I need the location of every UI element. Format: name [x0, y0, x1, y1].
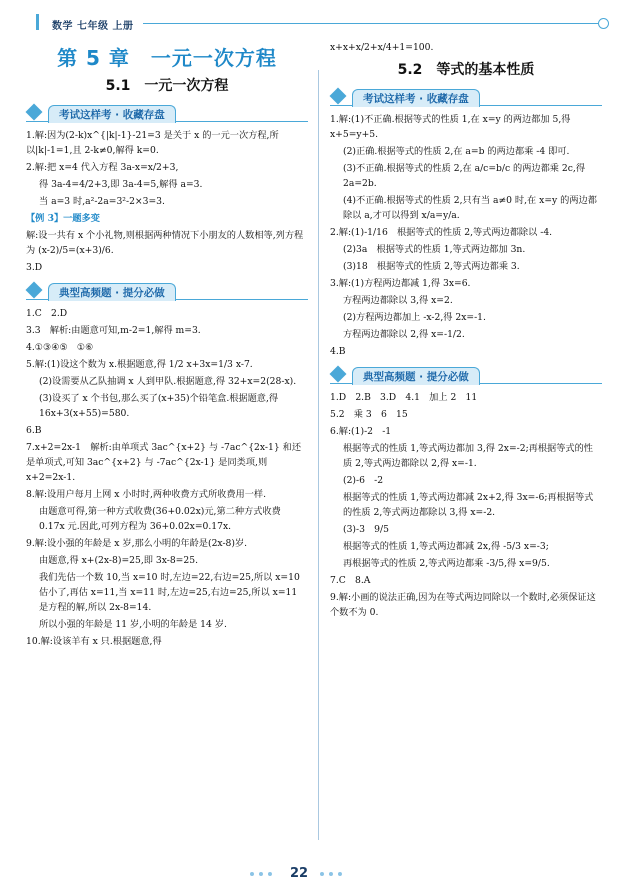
answer-line: 1.D 2.B 3.D 4.1 加上 2 11: [330, 392, 478, 403]
answer-line: (2)正确.根据等式的性质 2,在 a=b 的两边都乘 -4 即可.: [343, 146, 570, 157]
answer-line: (3)不正确.根据等式的性质 2,在 a/c=b/c 的两边都乘 2c,得 2a=2b.: [343, 163, 586, 189]
answer-line: (3)18 根据等式的性质 2,等式两边都乘 3.: [343, 261, 520, 272]
answer-line: 9.解:小画的说法正确,因为在等式两边同除以一个数时,必须保证这个数不为 0.: [330, 592, 596, 618]
section-title-5-2: 5.2 等式的基本性质: [397, 62, 535, 78]
answer-line: (2)-6 -2: [343, 475, 384, 486]
banner-typical-label: 典型高频题 · 提分必做: [352, 367, 480, 385]
answer-line: 1.C 2.D: [26, 308, 68, 319]
answer-line: 1.解:因为(2-k)x^{|k|-1}-21=3 是关于 x 的一元一次方程,所以|k|-1=1,且 2-k≠0,解得 k=0.: [26, 130, 279, 156]
answer-line: 根据等式的性质 1,等式两边都减 2x+2,得 3x=-6;再根据等式的性质 2,等式两边都除以 3,得 x=-2.: [343, 492, 594, 518]
answer-line: 3.D: [26, 262, 43, 273]
example-heading: 【例 3】一题多变: [26, 213, 100, 224]
answer-line: 7.C 8.A: [330, 575, 371, 586]
answer-line: (2)3a 根据等式的性质 1,等式两边都加 3n.: [343, 244, 526, 255]
answer-line: 3.解:(1)方程两边都减 1,得 3x=6.: [330, 278, 471, 289]
answer-line: 所以小强的年龄是 11 岁,小明的年龄是 14 岁.: [39, 619, 227, 630]
continued-equation: x+x+x/2+x/4+1=100.: [330, 42, 434, 53]
diamond-icon: [26, 282, 43, 299]
diamond-icon: [26, 104, 43, 121]
answer-line: 根据等式的性质 1,等式两边都加 3,得 2x=-2;再根据等式的性质 2,等式两边都除以 2,得 x=-1.: [343, 443, 593, 469]
answer-line: 由题意可得,第一种方式收费(36+0.02x)元,第二种方式收费 0.17x 元.因此,可列方程为 36+0.02x=0.17x.: [39, 506, 281, 532]
page-header: [18, 12, 610, 32]
page-number-decoration-left: [250, 872, 272, 880]
banner-exam-right: [330, 87, 602, 106]
answer-line: 解:设一共有 x 个小礼物,则根据两种情况下小朋友的人数相等,列方程为 (x-2)/5=(x+3)/6.: [26, 230, 304, 256]
answer-line: (2)方程两边都加上 -x-2,得 2x=-1.: [343, 312, 486, 323]
answer-line: 5.解:(1)设这个数为 x.根据题意,得 1/2 x+3x=1/3 x-7.: [26, 359, 253, 370]
header-label: 数学 七年级 上册: [52, 21, 134, 32]
section-title-5-1: 5.1 一元一次方程: [105, 78, 229, 94]
page-number-decoration-right: [320, 872, 342, 880]
answer-line: 我们先估一个数 10,当 x=10 时,左边=22,右边=25,所以 x=10 估小了,再估 x=11,当 x=11 时,左边=25,右边=25,所以 x=11 是方程的解,所以 2x-8=14.: [39, 572, 300, 613]
answer-line: 当 a=3 时,a²-2a=3²-2×3=3.: [39, 196, 165, 207]
diamond-icon: [330, 88, 347, 105]
answer-line: 5.2 乘 3 6 15: [330, 409, 408, 420]
banner-typical-right: [330, 365, 602, 384]
answer-line: (4)不正确.根据等式的性质 2,只有当 a≠0 时,在 x=y 的两边都除以 a,才可以得到 x/a=y/a.: [343, 195, 597, 221]
answer-line: 2.解:把 x=4 代入方程 3a-x=x/2+3,: [26, 162, 179, 173]
header-tab-mark: [36, 14, 51, 30]
banner-typical-left: [26, 281, 308, 300]
answer-line: 7.x+2=2x-1 解析:由单项式 3ac^{x+2} 与 -7ac^{2x-1} 和还是单项式,可知 3ac^{x+2} 与 -7ac^{2x-1} 是同类项,则 x+2=2x-1.: [26, 442, 302, 483]
answer-line: 得 3a-4=4/2+3,即 3a-4=5,解得 a=3.: [39, 179, 203, 190]
header-rule: [143, 23, 598, 24]
answer-line: 6.解:(1)-2 -1: [330, 426, 392, 437]
answer-line: (3)设买了 x 个书包,那么买了(x+35)个铅笔盒.根据题意,得 16x+3(x+55)=580.: [39, 393, 279, 419]
answer-line: 再根据等式的性质 2,等式两边都乘 -3/5,得 x=9/5.: [343, 558, 550, 569]
chapter-title: 第 5 章 一元一次方程: [57, 46, 277, 70]
banner-exam-label: 考试这样考 · 收藏存盘: [352, 89, 480, 107]
answer-line: 10.解:设该羊有 x 只.根据题意,得: [26, 636, 162, 647]
column-divider: [318, 70, 319, 840]
answer-line: 根据等式的性质 1,等式两边都减 2x,得 -5/3 x=-3;: [343, 541, 549, 552]
left-column: [26, 38, 308, 651]
header-circle-icon: [598, 18, 609, 29]
answer-line: 9.解:设小强的年龄是 x 岁,那么小明的年龄是(2x-8)岁.: [26, 538, 248, 549]
answer-line: 2.解:(1)-1/16 根据等式的性质 2,等式两边都除以 -4.: [330, 227, 553, 238]
right-column: [330, 38, 602, 622]
answer-line: 由题意,得 x+(2x-8)=25,即 3x-8=25.: [39, 555, 198, 566]
answer-line: 6.B: [26, 425, 42, 436]
answer-line: (3)-3 9/5: [343, 524, 389, 535]
banner-exam-label: 考试这样考 · 收藏存盘: [48, 105, 176, 123]
answer-line: 4.B: [330, 346, 346, 357]
banner-exam-left: [26, 103, 308, 122]
banner-typical-label: 典型高频题 · 提分必做: [48, 283, 176, 301]
answer-line: 1.解:(1)不正确.根据等式的性质 1,在 x=y 的两边都加 5,得 x+5=y+5.: [330, 114, 571, 140]
answer-line: 方程两边都除以 2,得 x=-1/2.: [343, 329, 465, 340]
answer-line: 4.①③④⑤ ①⑥: [26, 342, 94, 353]
answer-line: 8.解:设用户每月上网 x 小时时,两种收费方式所收费用一样.: [26, 489, 267, 500]
answer-line: 3.3 解析:由题意可知,m-2=1,解得 m=3.: [26, 325, 201, 336]
answer-line: 方程两边都除以 3,得 x=2.: [343, 295, 453, 306]
diamond-icon: [330, 366, 347, 383]
page-number: 22: [290, 866, 309, 881]
answer-line: (2)设需要从乙队抽调 x 人到甲队.根据题意,得 32+x=2(28-x).: [39, 376, 297, 387]
